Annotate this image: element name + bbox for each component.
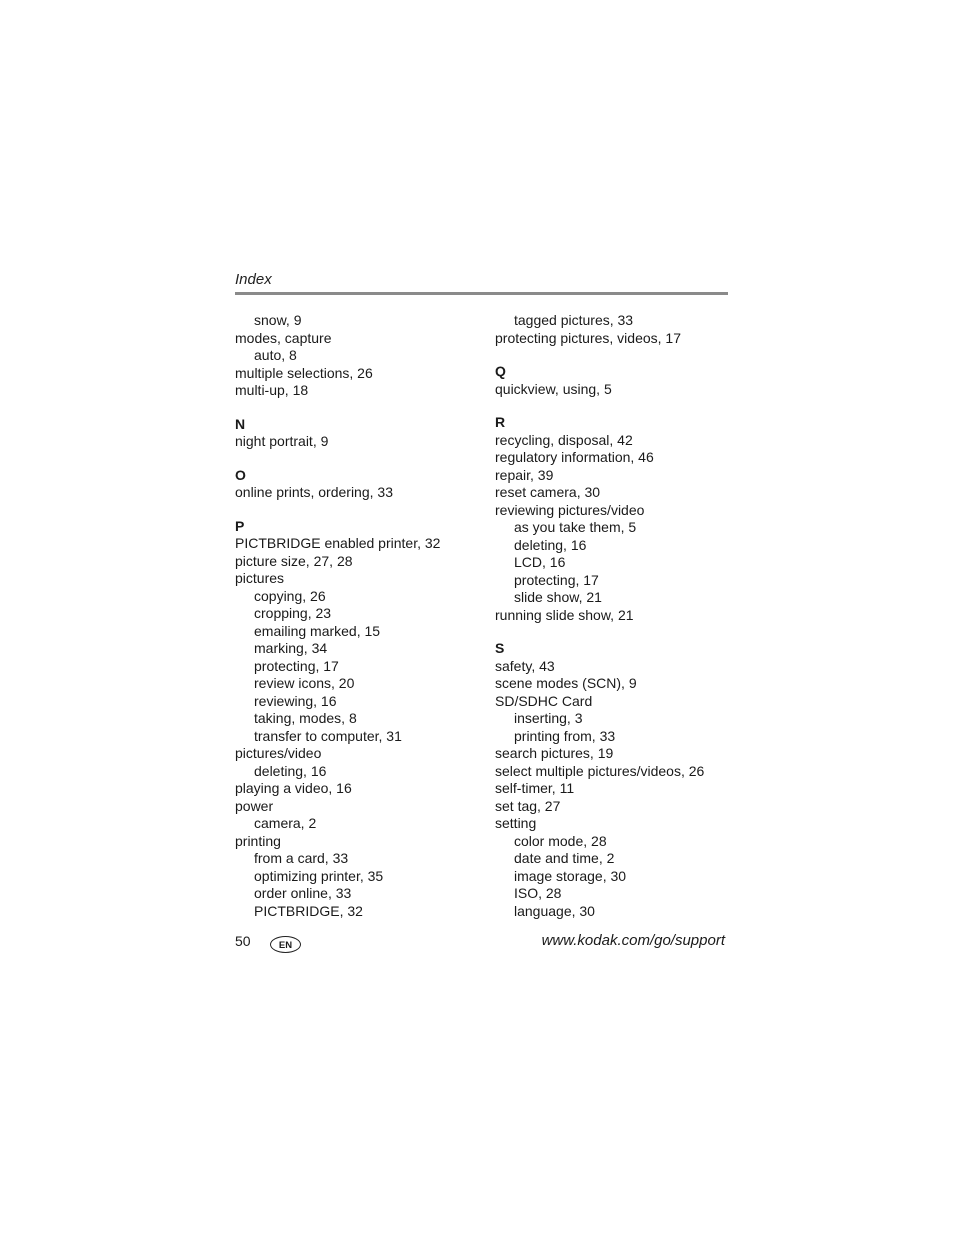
index-entry: search pictures, 19 [495,745,614,761]
index-entry: running slide show, 21 [495,606,634,623]
index-entry: recycling, disposal, 42 [495,431,633,448]
index-entry: quickview, using, 5 [495,380,612,397]
index-subentry: as you take them, 5 [514,519,637,535]
index-subentry: transfer to computer, 31 [254,727,402,744]
index-entry: PICTBRIDGE enabled printer, 32 [235,535,441,551]
index-subentry: optimizing printer, 35 [254,867,384,884]
language-badge: EN [270,936,301,953]
index-entry: repair, 39 [495,466,554,483]
index-subentry: LCD, 16 [514,554,566,570]
page-number: 50 [235,933,251,949]
index-entry: pictures [235,570,285,586]
index-subentry: PICTBRIDGE, 32 [254,902,363,919]
index-entry: reviewing pictures/video [495,501,645,518]
index-section-letter: S [495,640,505,656]
index-entry: set tag, 27 [495,797,561,814]
index-entry: multi-up, 18 [235,382,309,398]
index-entry: playing a video, 16 [235,780,352,796]
index-entry: setting [495,815,537,831]
index-subentry: protecting, 17 [514,571,599,588]
index-entry: night portrait, 9 [235,433,329,449]
index-subentry: deleting, 16 [254,762,327,779]
index-entry: regulatory information, 46 [495,449,654,465]
index-subentry: slide show, 21 [514,589,602,605]
index-subentry: auto, 8 [254,347,297,363]
index-entry: pictures/video [235,745,322,761]
index-subentry: printing from, 33 [514,727,616,744]
index-subentry: order online, 33 [254,885,352,901]
index-entry: printing [235,832,281,849]
index-entry: multiple selections, 26 [235,364,373,381]
index-entry: reset camera, 30 [495,484,601,500]
index-entry: protecting pictures, videos, 17 [495,329,681,346]
index-entry: scene modes (SCN), 9 [495,675,637,691]
page-header-title: Index [235,271,272,288]
index-entry: SD/SDHC Card [495,692,593,709]
index-subentry: color mode, 28 [514,832,607,849]
index-subentry: marking, 34 [254,640,328,656]
index-subentry: protecting, 17 [254,657,339,674]
index-subentry: language, 30 [514,902,595,919]
index-subentry: from a card, 33 [254,850,349,866]
index-entry: picture size, 27, 28 [235,552,353,569]
index-subentry: snow, 9 [254,312,302,328]
index-section-letter: O [235,466,246,483]
index-subentry: reviewing, 16 [254,692,337,709]
index-entry: safety, 43 [495,657,555,674]
index-subentry: tagged pictures, 33 [514,312,634,328]
index-section-letter: N [235,415,246,432]
index-column-left [235,312,485,920]
index-entry: modes, capture [235,329,332,346]
index-subentry: emailing marked, 15 [254,622,381,639]
index-subentry: image storage, 30 [514,867,627,884]
index-section-letter: R [495,414,506,430]
index-entry: online prints, ordering, 33 [235,484,393,500]
index-subentry: camera, 2 [254,815,317,831]
index-subentry: ISO, 28 [514,885,562,901]
index-subentry: review icons, 20 [254,675,355,691]
index-subentry: deleting, 16 [514,536,587,553]
index-column-right [495,312,735,920]
support-url: www.kodak.com/go/support [541,932,725,949]
index-subentry: date and time, 2 [514,850,615,866]
index-entry: self-timer, 11 [495,780,575,796]
index-entry: power [235,797,274,814]
header-divider [235,292,728,295]
index-subentry: copying, 26 [254,587,326,604]
index-section-letter: Q [495,363,506,379]
index-section-letter: P [235,517,245,534]
index-subentry: taking, modes, 8 [254,710,357,726]
index-subentry: inserting, 3 [514,710,583,726]
index-entry: select multiple pictures/videos, 26 [495,762,705,779]
index-subentry: cropping, 23 [254,605,332,621]
